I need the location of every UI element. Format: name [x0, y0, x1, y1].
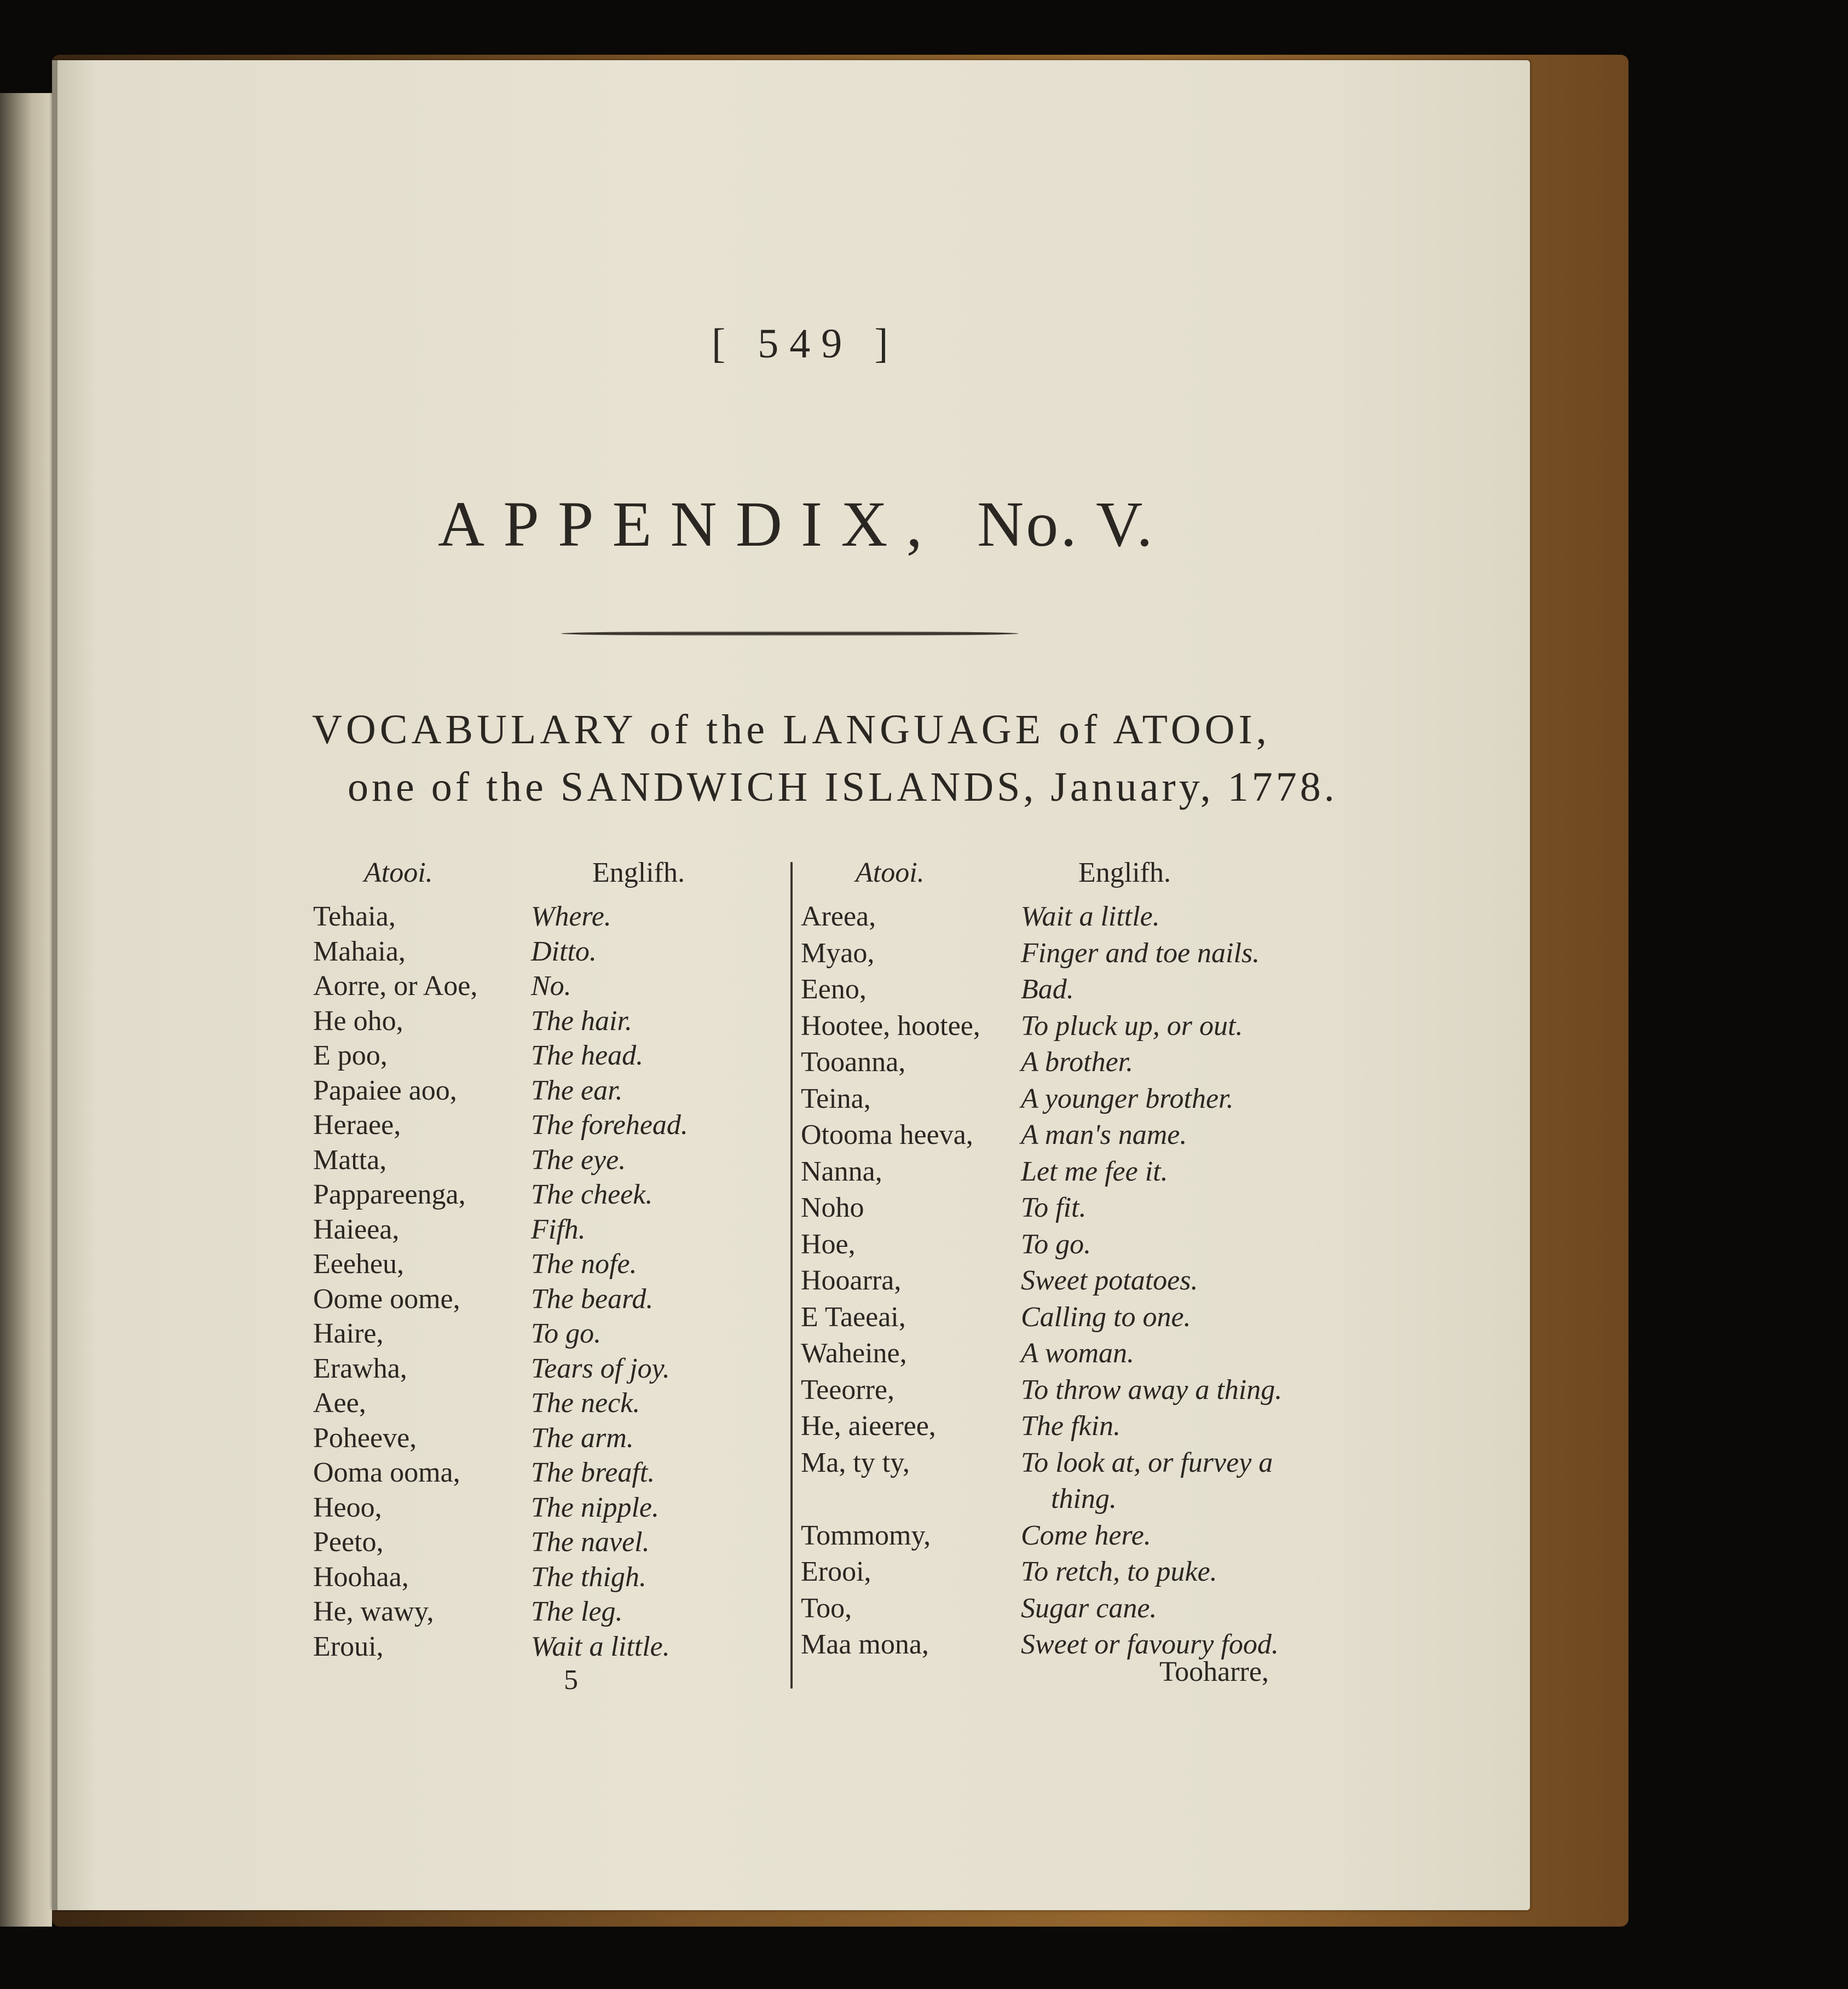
left-english-header: Englifh. [592, 857, 685, 888]
right-atooi-word: Otooma heeva, [801, 1119, 973, 1150]
left-atooi-word: Papaiee aoo, [313, 1074, 457, 1106]
left-english-meaning: The nipple. [531, 1491, 659, 1523]
right-english-meaning: A brother. [1021, 1046, 1134, 1078]
left-english-meaning: Where. [531, 901, 611, 932]
right-english-meaning-continued: thing. [1051, 1483, 1117, 1514]
left-english-meaning: The arm. [531, 1422, 634, 1454]
left-atooi-word: Ooma ooma, [313, 1457, 460, 1488]
right-english-meaning: To throw away a thing. [1021, 1374, 1283, 1406]
left-atooi-word: Hoohaa, [313, 1561, 409, 1593]
right-atooi-word: Waheine, [801, 1338, 907, 1369]
left-atooi-word: Poheeve, [313, 1422, 417, 1454]
right-atooi-word: Tommomy, [801, 1519, 931, 1551]
right-atooi-word: Tooanna, [801, 1046, 906, 1078]
catchword: Tooharre, [1159, 1656, 1269, 1687]
right-atooi-word: Hooarra, [801, 1265, 902, 1296]
right-english-meaning: To pluck up, or out. [1021, 1010, 1243, 1042]
heading-rule [561, 631, 1018, 636]
right-english-meaning: A man's name. [1021, 1119, 1187, 1150]
right-english-meaning: A younger brother. [1021, 1083, 1234, 1114]
right-atooi-word: Nanna, [801, 1155, 882, 1187]
left-english-meaning: The navel. [531, 1527, 650, 1558]
right-english-meaning: Sweet potatoes. [1021, 1265, 1198, 1296]
right-english-meaning: Wait a little. [1021, 901, 1160, 932]
left-atooi-word: Heraee, [313, 1109, 401, 1141]
left-english-meaning: Ditto. [531, 935, 597, 967]
left-atooi-word: Haieea, [313, 1213, 400, 1245]
right-english-meaning: Bad. [1021, 974, 1074, 1005]
left-atooi-word: Eroui, [313, 1630, 384, 1662]
signature-mark: 5 [564, 1664, 578, 1696]
left-english-meaning: The leg. [531, 1596, 623, 1627]
left-english-meaning: The hair. [531, 1005, 632, 1037]
facing-page-edge [0, 93, 52, 1927]
left-english-meaning: The breaft. [531, 1457, 655, 1488]
left-english-meaning: The nofe. [531, 1248, 637, 1280]
left-atooi-word: Mahaia, [313, 935, 406, 967]
right-english-meaning: The fkin. [1021, 1410, 1121, 1442]
right-atooi-word: Areea, [801, 901, 876, 932]
left-atooi-word: Aorre, or Aoe, [313, 970, 478, 1002]
column-divider [790, 862, 793, 1689]
right-atooi-word: Teeorre, [801, 1374, 895, 1406]
right-english-meaning: To retch, to puke. [1021, 1556, 1217, 1587]
left-atooi-word: He oho, [313, 1005, 403, 1037]
left-atooi-word: Erawha, [313, 1352, 407, 1384]
right-atooi-word: Ma, ty ty, [801, 1447, 910, 1478]
left-english-meaning: The ear. [531, 1074, 623, 1106]
left-english-meaning: The eye. [531, 1144, 626, 1176]
appendix-heading: APPENDIX, [438, 488, 941, 560]
right-atooi-word: Hootee, hootee, [801, 1010, 980, 1042]
left-english-meaning: Wait a little. [531, 1630, 670, 1662]
right-atooi-word: Teina, [801, 1083, 871, 1114]
left-english-meaning: The neck. [531, 1387, 640, 1419]
left-english-meaning: The cheek. [531, 1179, 653, 1210]
left-english-meaning: No. [531, 970, 571, 1002]
left-atooi-word: He, wawy, [313, 1596, 434, 1627]
right-atooi-word: Maa mona, [801, 1629, 929, 1660]
left-atooi-word: Aee, [313, 1387, 366, 1419]
appendix-number: No. V. [977, 488, 1155, 560]
left-atooi-word: E poo, [313, 1040, 388, 1071]
right-english-header: Englifh. [1078, 857, 1171, 888]
right-english-meaning: Come here. [1021, 1519, 1151, 1551]
left-english-meaning: The forehead. [531, 1109, 688, 1141]
left-atooi-header: Atooi. [364, 857, 433, 888]
right-atooi-header: Atooi. [856, 857, 925, 888]
left-atooi-word: Pappareenga, [313, 1179, 466, 1210]
vocabulary-title-line1: VOCABULARY of the LANGUAGE of ATOOI, [312, 707, 1270, 753]
right-atooi-word: E Taeeai, [801, 1301, 906, 1333]
right-english-meaning: Let me fee it. [1021, 1155, 1168, 1187]
page-gutter [52, 60, 57, 1910]
left-english-meaning: Fifh. [531, 1213, 586, 1245]
right-english-meaning: To look at, or furvey a [1021, 1447, 1273, 1478]
right-english-meaning: Finger and toe nails. [1021, 937, 1260, 969]
right-atooi-word: Erooi, [801, 1556, 871, 1587]
page-number: [ 549 ] [712, 321, 899, 367]
right-english-meaning: Calling to one. [1021, 1301, 1191, 1333]
left-english-meaning: The head. [531, 1040, 644, 1071]
right-english-meaning: To fit. [1021, 1192, 1087, 1223]
left-atooi-word: Haire, [313, 1318, 384, 1349]
left-atooi-word: Eeeheu, [313, 1248, 405, 1280]
left-english-meaning: The beard. [531, 1283, 654, 1315]
left-english-meaning: Tears of joy. [531, 1352, 670, 1384]
left-english-meaning: To go. [531, 1318, 602, 1349]
left-atooi-word: Peeto, [313, 1527, 384, 1558]
right-english-meaning: To go. [1021, 1228, 1092, 1260]
vocabulary-title-line2: one of the SANDWICH ISLANDS, January, 1778. [348, 764, 1338, 810]
right-english-meaning: A woman. [1021, 1338, 1135, 1369]
left-atooi-word: Tehaia, [313, 901, 396, 932]
left-atooi-word: Matta, [313, 1144, 387, 1176]
right-atooi-word: Eeno, [801, 974, 867, 1005]
left-english-meaning: The thigh. [531, 1561, 646, 1593]
right-atooi-word: He, aieeree, [801, 1410, 936, 1442]
right-atooi-word: Myao, [801, 937, 875, 969]
left-atooi-word: Heoo, [313, 1491, 382, 1523]
right-atooi-word: Hoe, [801, 1228, 856, 1260]
right-atooi-word: Too, [801, 1592, 852, 1624]
left-atooi-word: Oome oome, [313, 1283, 460, 1315]
right-english-meaning: Sweet or favoury food. [1021, 1629, 1279, 1660]
right-english-meaning: Sugar cane. [1021, 1592, 1157, 1624]
right-atooi-word: Noho [801, 1192, 864, 1223]
